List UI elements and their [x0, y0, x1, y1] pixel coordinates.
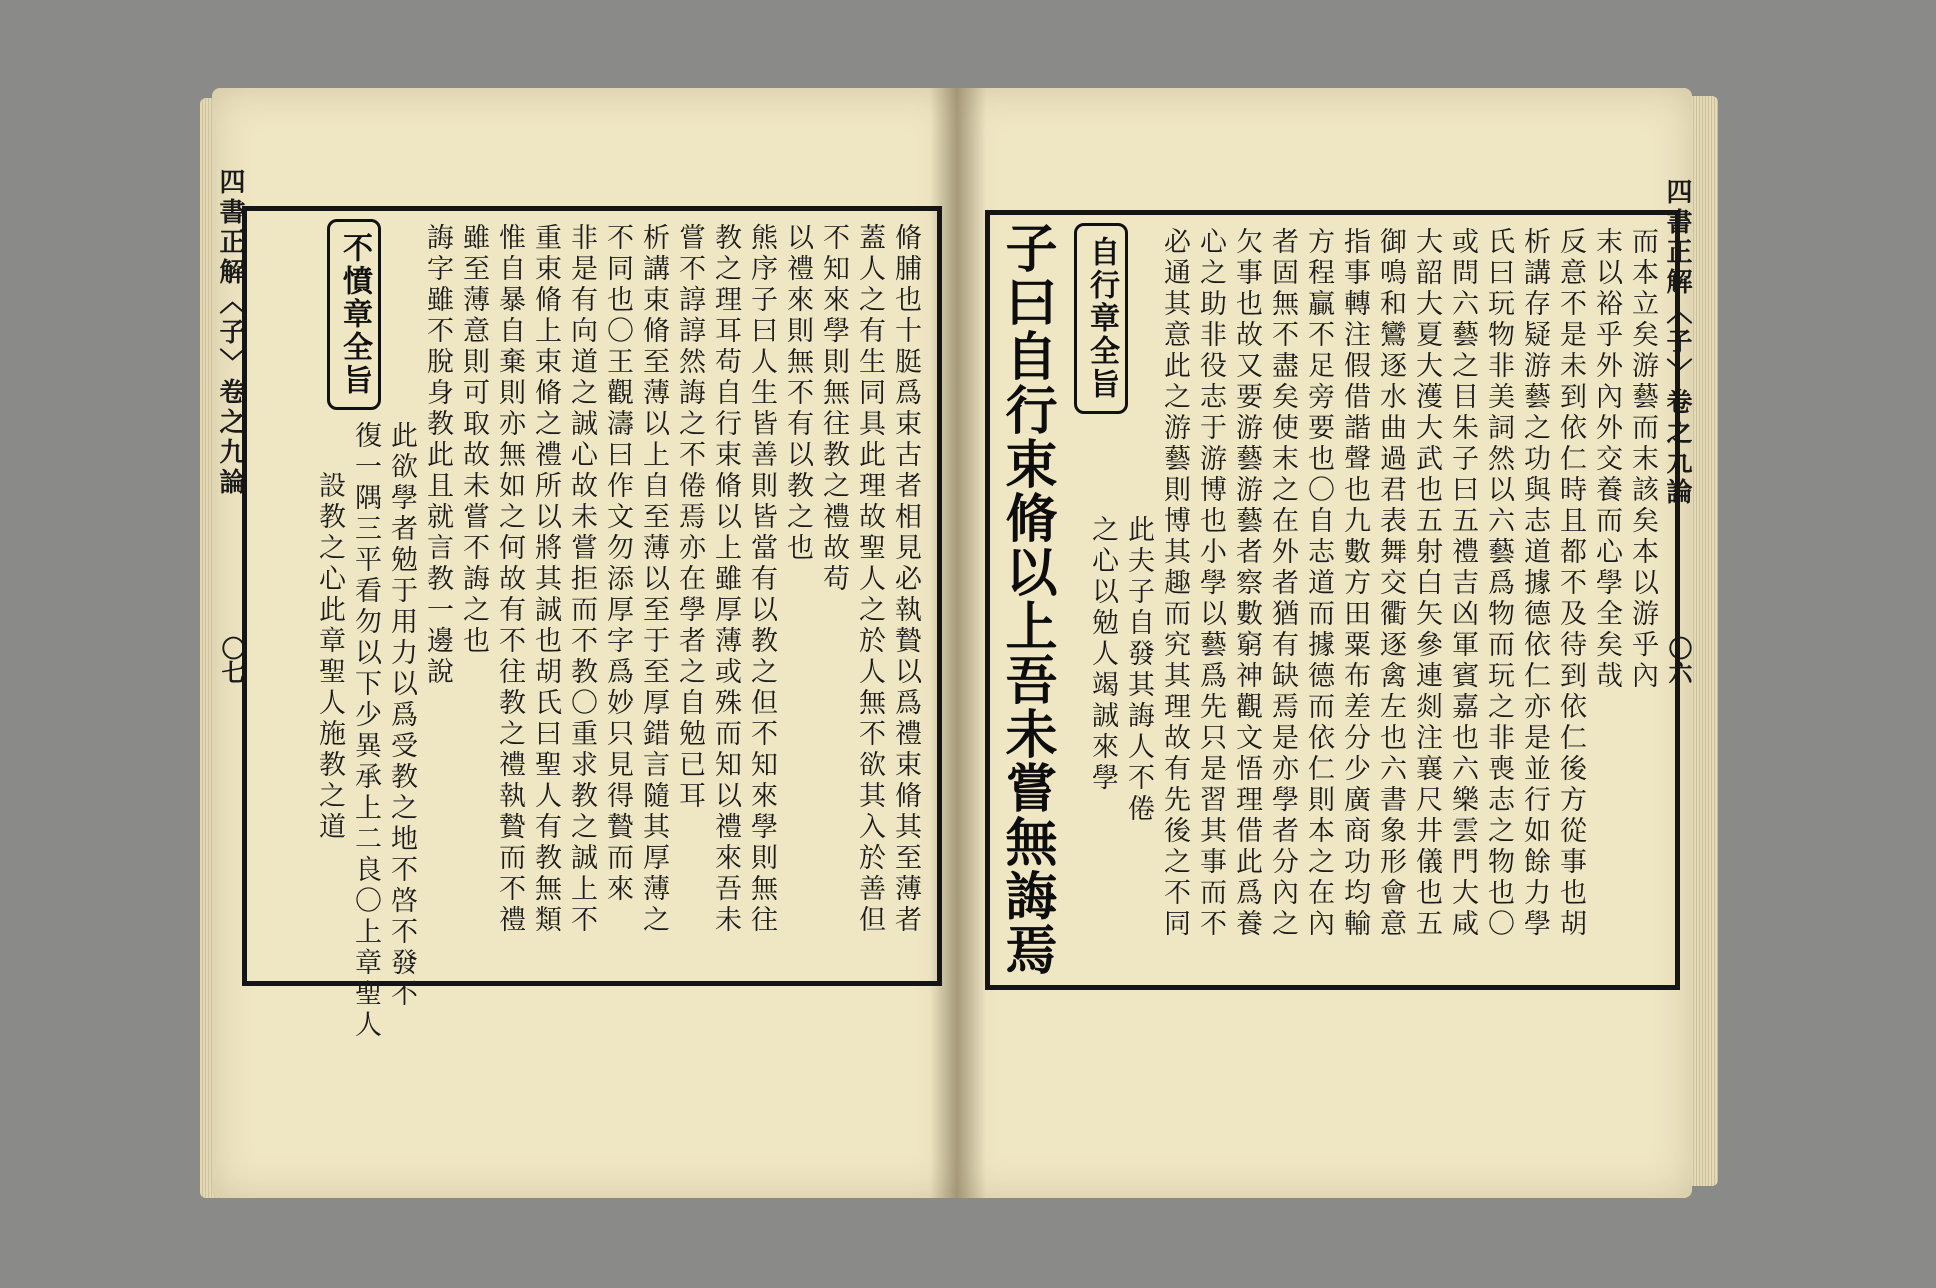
text-column: 熊序子曰人生皆善則皆當有以教之但不知來學則無往	[746, 223, 777, 936]
main-passage-text: 子曰自行束脩以上吾未嘗無誨焉	[996, 221, 1057, 977]
open-book	[200, 78, 1730, 1228]
left-leaf-number: 〇七	[217, 636, 246, 684]
right-leaf-number: 〇六	[1664, 636, 1693, 684]
text-column: 指事轉注假借諧聲也九數方田粟布差分少廣商功均輸	[1339, 227, 1370, 940]
right-text-frame	[985, 210, 1680, 990]
text-column: 大韶大夏大濩大武也五射白矢參連剡注襄尺井儀也五	[1411, 227, 1442, 940]
chapter-heading-box: 不憤章全旨	[327, 219, 381, 410]
text-column: 雖至薄意則可取故未嘗不誨之也	[458, 223, 489, 657]
text-column: 心之助非役志于游博也小學以藝爲先只是習其事而不	[1195, 227, 1226, 940]
text-column: 反意不是未到依仁時且都不及待到依仁後方從事也胡	[1555, 227, 1586, 940]
chapter-heading-box: 自行章全旨	[1074, 223, 1128, 414]
text-column: 必通其意此之游藝則博其趣而究其理故有先後之不同	[1159, 227, 1190, 940]
text-column: 析講束脩至薄以上自至薄以至于至厚錯言隨其厚薄之	[638, 223, 669, 936]
text-column: 復一隅三平看勿以下少異承上二良〇上章聖人	[350, 421, 381, 1041]
text-column: 析講存疑游藝之功與志道據德依仁亦是並行如餘力學	[1519, 227, 1550, 940]
text-column: 不知來學則無往教之禮故苟	[818, 223, 849, 595]
left-margin-title: 四書正解〈子〉卷之九論	[215, 168, 245, 498]
text-column: 重束脩上束脩之禮所以將其誠也胡氏曰聖人有教無類	[530, 223, 561, 936]
text-column: 不同也〇王觀濤曰作文勿添厚字爲妙只見得贄而來	[602, 223, 633, 905]
text-column: 嘗不諄諄然誨之不倦焉亦在學者之自勉已耳	[674, 223, 705, 812]
text-column: 方程贏不足旁要也〇自志道而據德而依仁則本之在內	[1303, 227, 1334, 940]
text-column: 末以裕乎外內外交養而心學全矣哉	[1591, 227, 1622, 692]
text-column: 設教之心此章聖人施教之道	[314, 471, 345, 843]
text-column: 此夫子自發其誨人不倦	[1123, 515, 1154, 825]
text-column: 脩脯也十脡爲束古者相見必執贄以爲禮束脩其至薄者	[890, 223, 921, 936]
text-column: 此欲學者勉于用力以爲受教之地不啓不發不	[386, 421, 417, 1010]
text-column: 欠事也故又要游藝游藝者察數窮神觀文悟理借此爲養	[1231, 227, 1262, 940]
text-column: 以禮來則無不有以教之也	[782, 223, 813, 564]
text-column: 蓋人之有生同具此理故聖人之於人無不欲其入於善但	[854, 223, 885, 936]
text-column: 者固無不盡矣使末之在外者猶有缺焉是亦學者分內之	[1267, 227, 1298, 940]
text-column: 氏曰玩物非美詞然以六藝爲物而玩之非喪志之物也〇	[1483, 227, 1514, 940]
right-margin-title: 四書正解〈子〉卷之九論	[1662, 178, 1692, 508]
text-column: 而本立矣游藝而末該矣本以游乎內	[1627, 227, 1658, 692]
text-column: 非是有向道之誠心故未嘗拒而不教〇重求教之誠上不	[566, 223, 597, 936]
text-column: 惟自暴自棄則亦無如之何故有不往教之禮執贄而不禮	[494, 223, 525, 936]
text-column: 之心以勉人竭誠來學	[1087, 515, 1118, 794]
text-column: 御鳴和鸞逐水曲過君表舞交衢逐禽左也六書象形會意	[1375, 227, 1406, 940]
text-column: 教之理耳苟自行束脩以上雖厚薄或殊而知以禮來吾未	[710, 223, 741, 936]
text-column: 誨字雖不脫身教此且就言教一邊說	[422, 223, 453, 688]
text-column: 或問六藝之目朱子曰五禮吉凶軍賓嘉也六樂雲門大咸	[1447, 227, 1478, 940]
left-text-frame	[242, 206, 942, 1041]
